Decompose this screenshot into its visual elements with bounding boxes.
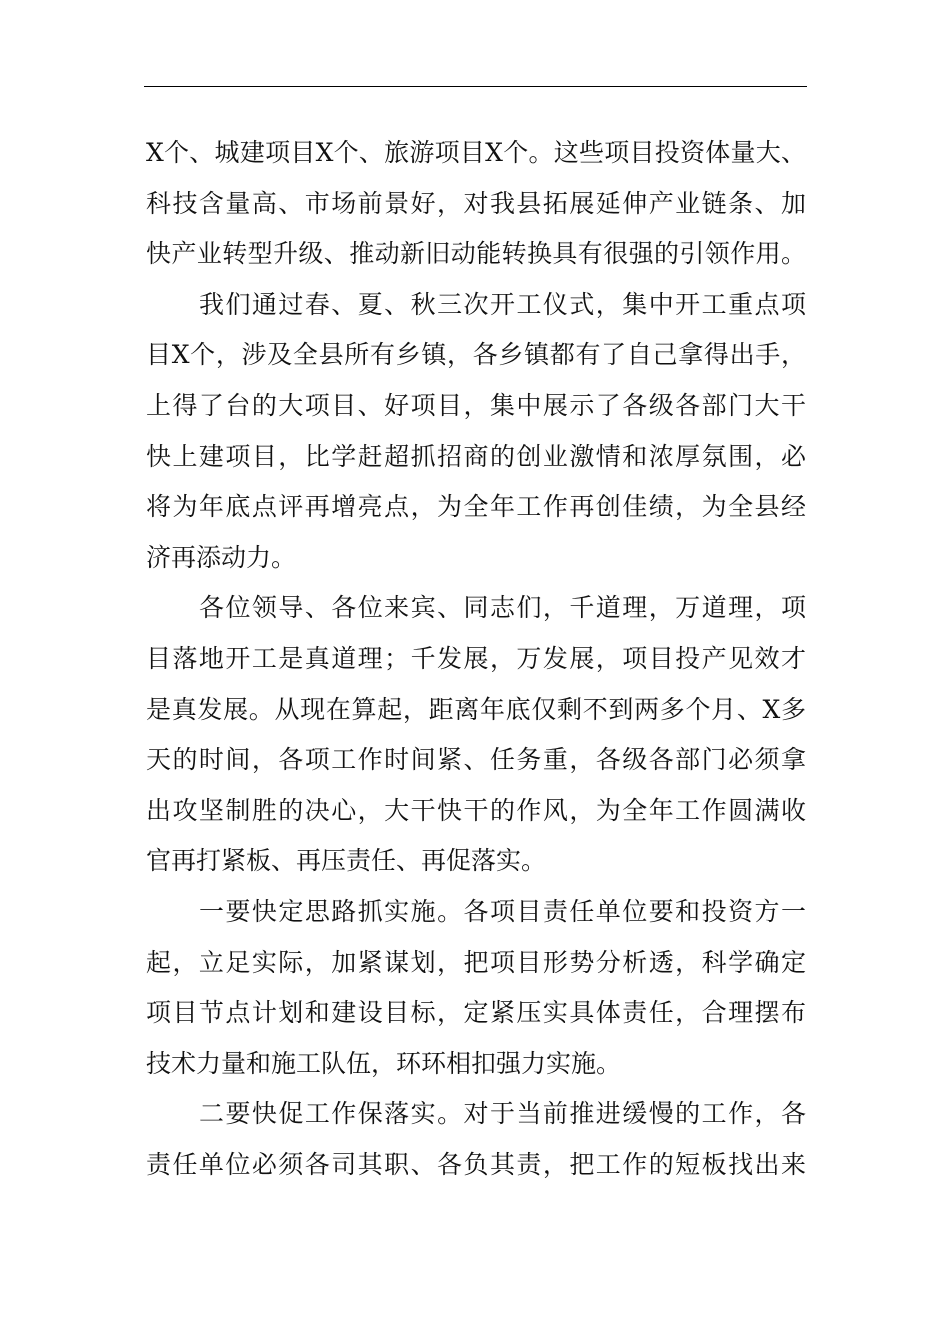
text-line: 目落地开工是真道理；千发展，万发展，项目投产见效才 [146,643,806,673]
paragraph-first-line: 各位领导、各位来宾、同志们，千道理，万道理，项 [199,593,806,623]
text-line: 出攻坚制胜的决心，大干快干的作风，为全年工作圆满收 [146,795,806,825]
text-line: 快产业转型升级、推动新旧动能转换具有很强的引领作用。 [146,239,806,269]
paragraph-first-line: 我们通过春、夏、秋三次开工仪式，集中开工重点项 [199,289,806,319]
text-line: 将为年底点评再增亮点，为全年工作再创佳绩，为全县经 [146,492,806,522]
text-line: 项目节点计划和建设目标，定紧压实具体责任，合理摆布 [146,998,806,1028]
text-line: 天的时间，各项工作时间紧、任务重，各级各部门必须拿 [146,745,806,775]
paragraph-first-line: 一要快定思路抓实施。各项目责任单位要和投资方一 [199,896,806,926]
document-body [146,128,806,1190]
text-line: 快上建项目，比学赶超抓招商的创业激情和浓厚氛围，必 [146,441,806,471]
text-line: 责任单位必须各司其职、各负其责，把工作的短板找出来 [146,1149,806,1179]
text-line: 科技含量高、市场前景好，对我县拓展延伸产业链条、加 [146,188,806,218]
paragraph-last-line: 官再打紧板、再压责任、再促落实。 [146,846,547,876]
text-line: 是真发展。从现在算起，距离年底仅剩不到两多个月、X多 [146,694,806,724]
paragraph-last-line: 济再添动力。 [146,542,297,572]
header-rule [144,86,807,87]
paragraph-first-line: 二要快促工作保落实。对于当前推进缓慢的工作，各 [199,1099,806,1129]
paragraph-last-line: 技术力量和施工队伍，环环相扣强力实施。 [146,1048,622,1078]
text-line: 目X个，涉及全县所有乡镇，各乡镇都有了自己拿得出手， [146,340,806,370]
text-line: X个、城建项目X个、旅游项目X个。这些项目投资体量大、 [146,138,806,167]
text-line: 上得了台的大项目、好项目，集中展示了各级各部门大干 [146,390,806,420]
text-line: 起，立足实际，加紧谋划，把项目形势分析透，科学确定 [146,947,806,977]
